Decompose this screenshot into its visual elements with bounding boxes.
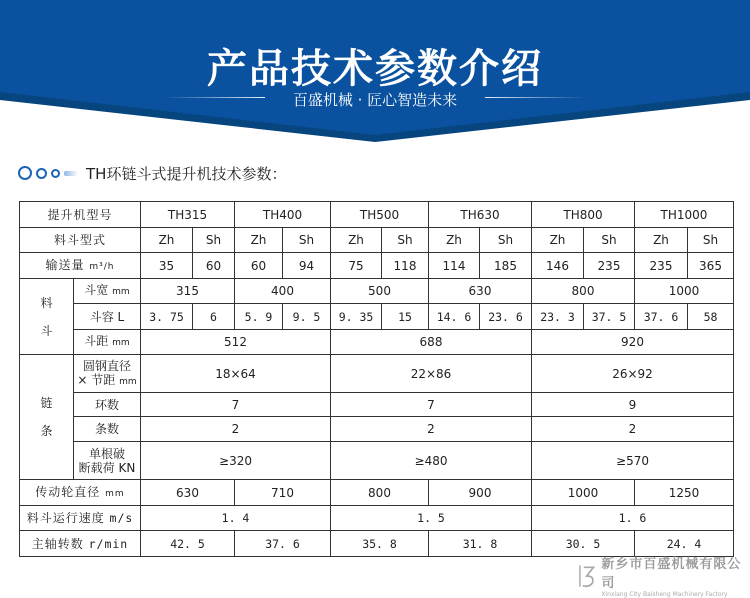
table-cell: Sh <box>584 228 635 253</box>
label-text: 单根破 <box>88 446 125 461</box>
table-cell: TH800 <box>532 202 635 228</box>
table-cell: TH1000 <box>635 202 734 228</box>
table-cell: 365 <box>688 253 734 279</box>
table-cell: 26×92 <box>532 355 734 393</box>
table-cell: 900 <box>429 480 532 506</box>
circle-icon <box>18 166 32 180</box>
circle-icon <box>51 169 60 178</box>
table-cell: TH630 <box>429 202 532 228</box>
table-cell: 1. 4 <box>141 506 331 531</box>
table-cell: 5. 9 <box>235 304 283 330</box>
table-cell: 1000 <box>532 480 635 506</box>
table-row-bucket-volume <box>20 304 734 330</box>
table-row-bucket-speed <box>20 506 734 531</box>
section-title: TH环链斗式提升机技术参数： <box>86 164 287 183</box>
circle-icon <box>36 168 47 179</box>
table-cell: 118 <box>382 253 429 279</box>
table-cell: Sh <box>382 228 429 253</box>
row-label <box>74 330 141 355</box>
label-text: 斗 <box>40 323 53 338</box>
label-text: 断载荷 KN <box>78 460 136 475</box>
unit-text: m/s <box>109 511 134 525</box>
unit-text: mm <box>119 376 137 387</box>
table-cell: 630 <box>429 279 532 304</box>
label-text: 圆钢直径 <box>82 358 131 373</box>
table-row-ring-count <box>20 393 734 417</box>
table-cell: 185 <box>480 253 532 279</box>
table-cell: 500 <box>331 279 429 304</box>
table-cell: 688 <box>331 330 532 355</box>
table-row-chain-size <box>20 355 734 393</box>
table-cell: ≥320 <box>141 442 331 480</box>
row-label <box>74 355 141 393</box>
table-cell: 24. 4 <box>635 531 734 557</box>
label-text: 料 <box>40 295 53 310</box>
table-row-bucket-type <box>20 228 734 253</box>
table-cell: 6 <box>193 304 235 330</box>
table-cell: 920 <box>532 330 734 355</box>
table-cell: TH315 <box>141 202 235 228</box>
table-cell: 2 <box>141 417 331 442</box>
table-cell: 60 <box>235 253 283 279</box>
table-cell: 9. 35 <box>331 304 382 330</box>
unit-text: r/min <box>88 536 129 551</box>
fade-bar-icon <box>64 171 78 176</box>
table-cell: Zh <box>331 228 382 253</box>
table-cell: 146 <box>532 253 584 279</box>
table-cell: 400 <box>235 279 331 304</box>
table-cell: 30. 5 <box>532 531 635 557</box>
spec-table <box>19 201 734 557</box>
label-text: 斗距 <box>84 334 109 348</box>
table-row-strand-count <box>20 417 734 442</box>
table-cell: 7 <box>141 393 331 417</box>
table-cell: 94 <box>283 253 331 279</box>
table-cell: Sh <box>480 228 532 253</box>
row-label: 提升机型号 <box>20 202 141 228</box>
table-cell: 23. 6 <box>480 304 532 330</box>
table-cell: 60 <box>193 253 235 279</box>
row-label <box>20 253 141 279</box>
company-logo-icon <box>578 563 597 589</box>
group-label-bucket <box>20 279 74 355</box>
table-cell: 1000 <box>635 279 734 304</box>
row-label <box>20 531 141 557</box>
table-cell: 18×64 <box>141 355 331 393</box>
label-text: 条 <box>40 424 53 438</box>
row-label: 斗容 L <box>74 304 141 330</box>
table-cell: 14. 6 <box>429 304 480 330</box>
page-title: 产品技术参数介绍 <box>207 46 543 92</box>
table-row-capacity <box>20 253 734 279</box>
table-cell: 800 <box>532 279 635 304</box>
table-cell: Sh <box>193 228 235 253</box>
table-cell: 37. 5 <box>584 304 635 330</box>
page-subtitle: 百盛机械 · 匠心智造未来 <box>292 91 458 109</box>
label-text: 传动轮直径 <box>35 484 101 499</box>
table-cell: 710 <box>235 480 331 506</box>
row-label: 条数 <box>74 417 141 442</box>
table-cell: 42. 5 <box>141 531 235 557</box>
table-cell: ≥480 <box>331 442 532 480</box>
table-cell: Sh <box>688 228 734 253</box>
table-cell: 35 <box>141 253 193 279</box>
table-cell: Zh <box>635 228 688 253</box>
label-text: 输送量 <box>45 257 85 272</box>
table-cell: 15 <box>382 304 429 330</box>
table-cell: 315 <box>141 279 235 304</box>
unit-text: mm <box>105 488 125 499</box>
table-cell: 1. 5 <box>331 506 532 531</box>
table-row-bucket-width <box>20 279 734 304</box>
table-row-drive-wheel <box>20 480 734 506</box>
table-cell: 235 <box>584 253 635 279</box>
table-cell: 23. 3 <box>532 304 584 330</box>
label-text: × 节距 <box>77 372 116 387</box>
table-cell: 512 <box>141 330 331 355</box>
table-cell: 58 <box>688 304 734 330</box>
row-label <box>20 480 141 506</box>
table-cell: 7 <box>331 393 532 417</box>
unit-text: m³/h <box>89 261 115 272</box>
table-cell: 114 <box>429 253 480 279</box>
table-cell: ≥570 <box>532 442 734 480</box>
table-cell: Zh <box>429 228 480 253</box>
table-row-model <box>20 202 734 228</box>
label-text: 链 <box>40 396 53 410</box>
table-cell: 235 <box>635 253 688 279</box>
table-row-bucket-pitch <box>20 330 734 355</box>
row-label: 环数 <box>74 393 141 417</box>
row-label <box>20 506 141 531</box>
table-cell: 2 <box>532 417 734 442</box>
table-cell: 1. 6 <box>532 506 734 531</box>
table-cell: 2 <box>331 417 532 442</box>
unit-text: mm <box>112 338 130 348</box>
table-cell: TH400 <box>235 202 331 228</box>
table-cell: 630 <box>141 480 235 506</box>
company-watermark <box>578 553 750 598</box>
table-cell: Zh <box>532 228 584 253</box>
table-cell: 75 <box>331 253 382 279</box>
table-cell: 37. 6 <box>235 531 331 557</box>
table-cell: 22×86 <box>331 355 532 393</box>
header-banner <box>0 0 750 145</box>
group-label-chain <box>20 355 74 480</box>
table-cell: Zh <box>141 228 193 253</box>
section-heading <box>18 161 286 185</box>
label-text: 主轴转数 <box>31 536 84 551</box>
company-name-en: Xinxiang City Baisheng Machinery Factory <box>601 591 728 598</box>
row-label <box>74 442 141 480</box>
table-cell: 9. 5 <box>283 304 331 330</box>
unit-text: mm <box>112 287 130 297</box>
table-cell: 35. 8 <box>331 531 429 557</box>
table-row-breaking-load <box>20 442 734 480</box>
table-cell: Sh <box>283 228 331 253</box>
table-cell: TH500 <box>331 202 429 228</box>
row-label: 料斗型式 <box>20 228 141 253</box>
company-name-cn: 新乡市百盛机械有限公司 <box>601 557 742 591</box>
table-cell: 37. 6 <box>635 304 688 330</box>
row-label <box>74 279 141 304</box>
table-cell: 31. 8 <box>429 531 532 557</box>
table-cell: 9 <box>532 393 734 417</box>
label-text: 料斗运行速度 <box>26 511 105 525</box>
table-cell: 800 <box>331 480 429 506</box>
table-cell: Zh <box>235 228 283 253</box>
table-cell: 3. 75 <box>141 304 193 330</box>
table-cell: 1250 <box>635 480 734 506</box>
label-text: 斗宽 <box>84 283 109 297</box>
